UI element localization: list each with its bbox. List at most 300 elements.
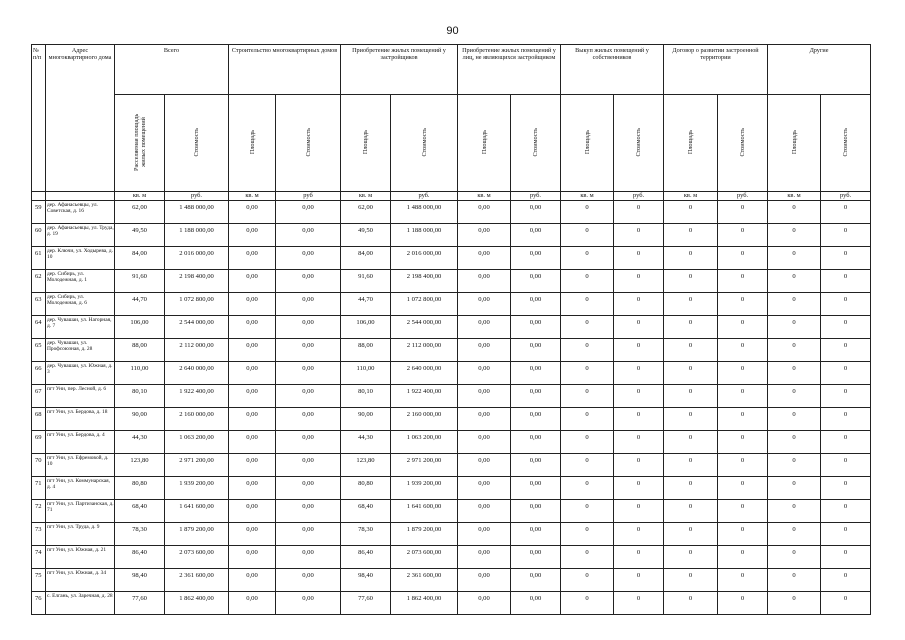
- row-value: 0,00: [276, 408, 341, 431]
- row-value: 0: [821, 270, 871, 293]
- row-value: 0,00: [276, 500, 341, 523]
- row-value: 0: [821, 339, 871, 362]
- row-value: 0: [718, 408, 768, 431]
- row-value: 0: [718, 270, 768, 293]
- row-address: пгт Уни, ул. Труда, д. 9: [46, 523, 115, 546]
- row-value: 0: [768, 339, 821, 362]
- header-group-development-contract: Договор о развитии застроенной территории: [664, 45, 768, 95]
- row-value: 0: [821, 500, 871, 523]
- unit-label: руб.: [391, 192, 458, 201]
- row-value: 0: [664, 316, 718, 339]
- row-address: пгт Уни, ул. Ефремовой, д. 10: [46, 454, 115, 477]
- row-value: 0: [821, 293, 871, 316]
- row-value: 2 112 000,00: [165, 339, 229, 362]
- row-value: 0,00: [276, 569, 341, 592]
- row-value: 0,00: [458, 224, 511, 247]
- table-row: [32, 546, 871, 569]
- subheader-cost: Стоимость: [614, 95, 664, 192]
- row-number: 65: [32, 339, 46, 362]
- table-row: [32, 569, 871, 592]
- row-value: 0: [614, 201, 664, 224]
- row-value: 0: [718, 385, 768, 408]
- row-value: 0,00: [458, 362, 511, 385]
- row-value: 0: [768, 247, 821, 270]
- row-value: 0,00: [458, 523, 511, 546]
- row-value: 84,00: [341, 247, 391, 270]
- row-value: 0,00: [229, 408, 276, 431]
- row-value: 0: [614, 385, 664, 408]
- row-value: 1 188 000,00: [165, 224, 229, 247]
- row-number: 67: [32, 385, 46, 408]
- unit-label: кв. м: [664, 192, 718, 201]
- row-value: 0,00: [511, 362, 561, 385]
- row-number: 64: [32, 316, 46, 339]
- row-value: 1 641 600,00: [391, 500, 458, 523]
- subheader-cost: Стоимость: [511, 95, 561, 192]
- subheader-area: Площадь: [229, 95, 276, 192]
- units-spacer: [32, 192, 46, 201]
- row-value: 0,00: [229, 477, 276, 500]
- row-value: 2 112 000,00: [391, 339, 458, 362]
- row-value: 1 072 800,00: [165, 293, 229, 316]
- row-value: 0: [614, 523, 664, 546]
- row-value: 0,00: [458, 408, 511, 431]
- table-body: [32, 201, 871, 615]
- row-value: 0,00: [276, 592, 341, 615]
- row-value: 0: [561, 247, 614, 270]
- row-value: 0: [614, 500, 664, 523]
- row-address: пгт Уни, пер. Лесной, д. 6: [46, 385, 115, 408]
- row-number: 66: [32, 362, 46, 385]
- row-value: 1 862 400,00: [391, 592, 458, 615]
- row-value: 0,00: [458, 477, 511, 500]
- row-value: 0: [821, 408, 871, 431]
- row-value: 0,00: [511, 247, 561, 270]
- row-value: 62,00: [115, 201, 165, 224]
- row-number: 75: [32, 569, 46, 592]
- row-value: 0: [821, 592, 871, 615]
- row-value: 106,00: [341, 316, 391, 339]
- row-value: 44,70: [341, 293, 391, 316]
- row-value: 0,00: [276, 431, 341, 454]
- row-value: 0: [718, 224, 768, 247]
- row-value: 0: [768, 477, 821, 500]
- row-value: 1 879 200,00: [391, 523, 458, 546]
- row-value: 0,00: [229, 431, 276, 454]
- row-value: 1 488 000,00: [165, 201, 229, 224]
- row-value: 0: [821, 431, 871, 454]
- row-value: 0: [821, 454, 871, 477]
- row-value: 0: [718, 247, 768, 270]
- row-value: 123,80: [115, 454, 165, 477]
- table-row: [32, 454, 871, 477]
- table-row: [32, 316, 871, 339]
- row-value: 2 640 000,00: [391, 362, 458, 385]
- row-value: 0: [664, 546, 718, 569]
- row-value: 0: [664, 293, 718, 316]
- header-group-from-non-developers: Приобретение жилых помещений у лиц, не являющихся застройщиком: [458, 45, 561, 95]
- row-value: 1 939 200,00: [391, 477, 458, 500]
- row-value: 0,00: [458, 569, 511, 592]
- row-value: 0,00: [229, 523, 276, 546]
- row-value: 0,00: [458, 431, 511, 454]
- header-group-buyout: Выкуп жилых помещений у собственников: [561, 45, 664, 95]
- row-value: 0: [821, 546, 871, 569]
- table-row: [32, 293, 871, 316]
- row-value: 0,00: [511, 293, 561, 316]
- row-value: 0: [768, 523, 821, 546]
- unit-label: руб.: [165, 192, 229, 201]
- row-value: 0: [718, 316, 768, 339]
- row-value: 0,00: [276, 362, 341, 385]
- row-value: 1 922 400,00: [391, 385, 458, 408]
- row-value: 80,80: [341, 477, 391, 500]
- row-value: 0: [664, 270, 718, 293]
- row-value: 0,00: [458, 546, 511, 569]
- row-value: 1 072 800,00: [391, 293, 458, 316]
- row-value: 0,00: [276, 247, 341, 270]
- row-value: 0,00: [276, 201, 341, 224]
- row-value: 0: [664, 339, 718, 362]
- resettlement-table: [31, 44, 871, 615]
- row-value: 0,00: [229, 339, 276, 362]
- row-address: дер. Сибирь, ул. Молодежная, д. 1: [46, 270, 115, 293]
- unit-label: кв. м: [561, 192, 614, 201]
- row-value: 2 971 200,00: [391, 454, 458, 477]
- row-value: 98,40: [341, 569, 391, 592]
- row-address: пгт Уни, ул. Коммунарская, д. 4: [46, 477, 115, 500]
- row-value: 44,30: [115, 431, 165, 454]
- row-value: 0,00: [229, 270, 276, 293]
- row-value: 0: [561, 431, 614, 454]
- row-value: 78,30: [115, 523, 165, 546]
- row-value: 2 544 000,00: [391, 316, 458, 339]
- row-value: 0: [718, 201, 768, 224]
- row-value: 0: [718, 362, 768, 385]
- row-value: 0: [614, 408, 664, 431]
- row-value: 0: [768, 385, 821, 408]
- row-value: 62,00: [341, 201, 391, 224]
- row-value: 0: [768, 201, 821, 224]
- row-value: 91,60: [115, 270, 165, 293]
- row-value: 77,60: [115, 592, 165, 615]
- header-address: Адрес многоквартирного дома: [46, 45, 115, 192]
- row-address: дер. Чувашаи, ул. Южная, д. 3: [46, 362, 115, 385]
- row-value: 0,00: [229, 500, 276, 523]
- row-value: 0,00: [458, 385, 511, 408]
- row-value: 0,00: [458, 270, 511, 293]
- row-value: 0: [561, 546, 614, 569]
- table-row: [32, 431, 871, 454]
- header-group-construction: Строительство многоквартирных домов: [229, 45, 341, 95]
- row-address: дер. Афанасьевцы, ул. Труда, д. 19: [46, 224, 115, 247]
- row-address: пгт Уни, ул. Партизанская, д. 71: [46, 500, 115, 523]
- row-value: 0: [561, 201, 614, 224]
- header-num: № п/п: [32, 45, 46, 192]
- row-value: 0,00: [276, 339, 341, 362]
- table-row: [32, 201, 871, 224]
- row-value: 0: [561, 454, 614, 477]
- row-number: 69: [32, 431, 46, 454]
- row-value: 49,50: [341, 224, 391, 247]
- row-value: 0: [718, 431, 768, 454]
- row-value: 0: [821, 523, 871, 546]
- table-row: [32, 224, 871, 247]
- row-value: 0: [718, 523, 768, 546]
- row-value: 0,00: [511, 201, 561, 224]
- unit-label: руб.: [511, 192, 561, 201]
- row-value: 0,00: [229, 224, 276, 247]
- unit-label: кв. м: [458, 192, 511, 201]
- row-value: 0,00: [229, 362, 276, 385]
- subheader-area: Площадь: [664, 95, 718, 192]
- row-value: 2 198 400,00: [391, 270, 458, 293]
- row-value: 0,00: [458, 201, 511, 224]
- row-address: дер. Сибирь, ул. Молодежная, д. 6: [46, 293, 115, 316]
- row-value: 0,00: [511, 431, 561, 454]
- row-address: пгт Уни, ул. Южная, д. 34: [46, 569, 115, 592]
- row-value: 0: [821, 201, 871, 224]
- row-value: 0: [614, 224, 664, 247]
- row-value: 0,00: [458, 339, 511, 362]
- row-value: 86,40: [341, 546, 391, 569]
- row-value: 123,80: [341, 454, 391, 477]
- row-value: 2 160 000,00: [165, 408, 229, 431]
- row-value: 2 361 600,00: [391, 569, 458, 592]
- row-address: пгт Уни, ул. Южная, д. 21: [46, 546, 115, 569]
- row-value: 0,00: [276, 316, 341, 339]
- row-address: с. Елгань, ул. Заречная, д. 28: [46, 592, 115, 615]
- subheader-area: Площадь: [341, 95, 391, 192]
- row-value: 84,00: [115, 247, 165, 270]
- table-row: [32, 477, 871, 500]
- row-value: 0: [768, 546, 821, 569]
- row-value: 0: [614, 270, 664, 293]
- row-value: 0,00: [458, 247, 511, 270]
- row-value: 0: [664, 385, 718, 408]
- row-value: 0,00: [229, 316, 276, 339]
- row-value: 110,00: [115, 362, 165, 385]
- unit-label: руб.: [718, 192, 768, 201]
- row-value: 0: [614, 247, 664, 270]
- subheader-cost: Стоимость: [821, 95, 871, 192]
- row-value: 0,00: [229, 293, 276, 316]
- row-value: 2 971 200,00: [165, 454, 229, 477]
- row-value: 0,00: [276, 293, 341, 316]
- row-value: 0: [614, 477, 664, 500]
- row-value: 1 641 600,00: [165, 500, 229, 523]
- row-value: 0: [561, 592, 614, 615]
- row-value: 106,00: [115, 316, 165, 339]
- row-value: 0,00: [511, 408, 561, 431]
- row-address: дер. Афанасьевцы, ул. Советская, д. 16: [46, 201, 115, 224]
- row-value: 0: [664, 454, 718, 477]
- row-value: 0,00: [511, 546, 561, 569]
- row-number: 63: [32, 293, 46, 316]
- table-row: [32, 385, 871, 408]
- row-value: 0: [768, 316, 821, 339]
- row-value: 0: [561, 477, 614, 500]
- row-value: 1 063 200,00: [165, 431, 229, 454]
- row-address: пгт Уни, ул. Бердова, д. 4: [46, 431, 115, 454]
- page-number: 90: [446, 25, 459, 37]
- row-value: 0: [768, 454, 821, 477]
- row-value: 0,00: [458, 592, 511, 615]
- subheader-cost: Стоимость: [276, 95, 341, 192]
- row-value: 0: [561, 523, 614, 546]
- row-value: 0: [718, 454, 768, 477]
- row-value: 0: [664, 408, 718, 431]
- unit-label: кв. м: [341, 192, 391, 201]
- row-value: 0: [614, 454, 664, 477]
- row-value: 90,00: [341, 408, 391, 431]
- table-row: [32, 362, 871, 385]
- row-value: 0: [718, 339, 768, 362]
- row-value: 0: [664, 500, 718, 523]
- subheader-area: Площадь: [768, 95, 821, 192]
- row-value: 0,00: [511, 569, 561, 592]
- subheader-area: Площадь: [561, 95, 614, 192]
- row-value: 0,00: [458, 454, 511, 477]
- row-value: 0: [768, 569, 821, 592]
- row-number: 73: [32, 523, 46, 546]
- row-value: 80,80: [115, 477, 165, 500]
- row-value: 0: [664, 201, 718, 224]
- row-value: 0: [561, 362, 614, 385]
- row-address: дер. Ключи, ул. Ходырева, д. 10: [46, 247, 115, 270]
- row-value: 0,00: [276, 523, 341, 546]
- row-address: пгт Уни, ул. Бердова, д. 18: [46, 408, 115, 431]
- row-value: 0,00: [511, 339, 561, 362]
- row-value: 0: [561, 316, 614, 339]
- row-value: 1 488 000,00: [391, 201, 458, 224]
- row-value: 80,10: [341, 385, 391, 408]
- row-value: 0: [718, 592, 768, 615]
- row-number: 68: [32, 408, 46, 431]
- row-value: 0,00: [458, 293, 511, 316]
- row-value: 1 063 200,00: [391, 431, 458, 454]
- row-value: 2 544 000,00: [165, 316, 229, 339]
- row-value: 0,00: [229, 385, 276, 408]
- row-value: 0,00: [276, 224, 341, 247]
- row-value: 88,00: [341, 339, 391, 362]
- row-value: 0: [664, 592, 718, 615]
- row-value: 2 640 000,00: [165, 362, 229, 385]
- subheader-cost: Стоимость: [391, 95, 458, 192]
- row-number: 59: [32, 201, 46, 224]
- row-value: 2 073 600,00: [165, 546, 229, 569]
- row-value: 0: [718, 546, 768, 569]
- row-value: 0: [561, 569, 614, 592]
- row-value: 0: [664, 224, 718, 247]
- row-value: 0: [821, 385, 871, 408]
- row-value: 110,00: [341, 362, 391, 385]
- unit-label: руб: [276, 192, 341, 201]
- row-value: 0,00: [511, 500, 561, 523]
- row-value: 0: [718, 500, 768, 523]
- row-value: 0: [561, 224, 614, 247]
- row-value: 0,00: [229, 201, 276, 224]
- row-value: 0,00: [511, 385, 561, 408]
- table-row: [32, 500, 871, 523]
- header-group-other: Другие: [768, 45, 871, 95]
- row-value: 0,00: [276, 477, 341, 500]
- row-number: 76: [32, 592, 46, 615]
- units-row: [32, 192, 871, 201]
- row-value: 1 939 200,00: [165, 477, 229, 500]
- row-value: 68,40: [341, 500, 391, 523]
- row-value: 1 188 000,00: [391, 224, 458, 247]
- row-value: 0,00: [511, 592, 561, 615]
- row-value: 0,00: [511, 270, 561, 293]
- row-value: 0: [664, 247, 718, 270]
- row-value: 68,40: [115, 500, 165, 523]
- row-value: 78,30: [341, 523, 391, 546]
- row-value: 2 160 000,00: [391, 408, 458, 431]
- row-value: 0,00: [511, 224, 561, 247]
- row-value: 1 922 400,00: [165, 385, 229, 408]
- row-value: 0,00: [511, 454, 561, 477]
- subheader-resettled-area: Расселяемая площадь жилых помещений: [115, 95, 165, 192]
- row-value: 0: [768, 431, 821, 454]
- row-number: 74: [32, 546, 46, 569]
- row-value: 0: [664, 523, 718, 546]
- subheader-cost: Стоимость: [165, 95, 229, 192]
- row-value: 0: [561, 293, 614, 316]
- row-value: 44,70: [115, 293, 165, 316]
- row-number: 62: [32, 270, 46, 293]
- row-value: 0,00: [229, 247, 276, 270]
- row-value: 0: [768, 500, 821, 523]
- row-value: 0: [614, 362, 664, 385]
- row-value: 0: [664, 431, 718, 454]
- row-value: 1 879 200,00: [165, 523, 229, 546]
- row-value: 0: [664, 569, 718, 592]
- table-row: [32, 270, 871, 293]
- row-value: 0: [821, 477, 871, 500]
- row-value: 0: [664, 362, 718, 385]
- unit-label: кв. м: [229, 192, 276, 201]
- row-value: 0: [614, 339, 664, 362]
- row-number: 70: [32, 454, 46, 477]
- row-value: 0: [768, 408, 821, 431]
- row-value: 0: [664, 477, 718, 500]
- row-value: 0,00: [511, 316, 561, 339]
- row-value: 0: [718, 477, 768, 500]
- row-value: 0: [821, 362, 871, 385]
- row-value: 0: [768, 362, 821, 385]
- row-value: 0: [821, 224, 871, 247]
- row-value: 0,00: [229, 454, 276, 477]
- row-address: дер. Чувашаи, ул. Нагорная, д. 7: [46, 316, 115, 339]
- row-value: 0: [614, 592, 664, 615]
- unit-label: руб.: [821, 192, 871, 201]
- row-value: 90,00: [115, 408, 165, 431]
- row-value: 2 073 600,00: [391, 546, 458, 569]
- row-number: 60: [32, 224, 46, 247]
- row-value: 0: [614, 431, 664, 454]
- table-row: [32, 523, 871, 546]
- row-value: 0,00: [229, 569, 276, 592]
- row-value: 0,00: [276, 546, 341, 569]
- row-value: 0: [614, 316, 664, 339]
- table-row: [32, 408, 871, 431]
- row-value: 0: [821, 247, 871, 270]
- row-value: 98,40: [115, 569, 165, 592]
- row-value: 2 016 000,00: [391, 247, 458, 270]
- row-value: 0,00: [276, 270, 341, 293]
- units-spacer: [46, 192, 115, 201]
